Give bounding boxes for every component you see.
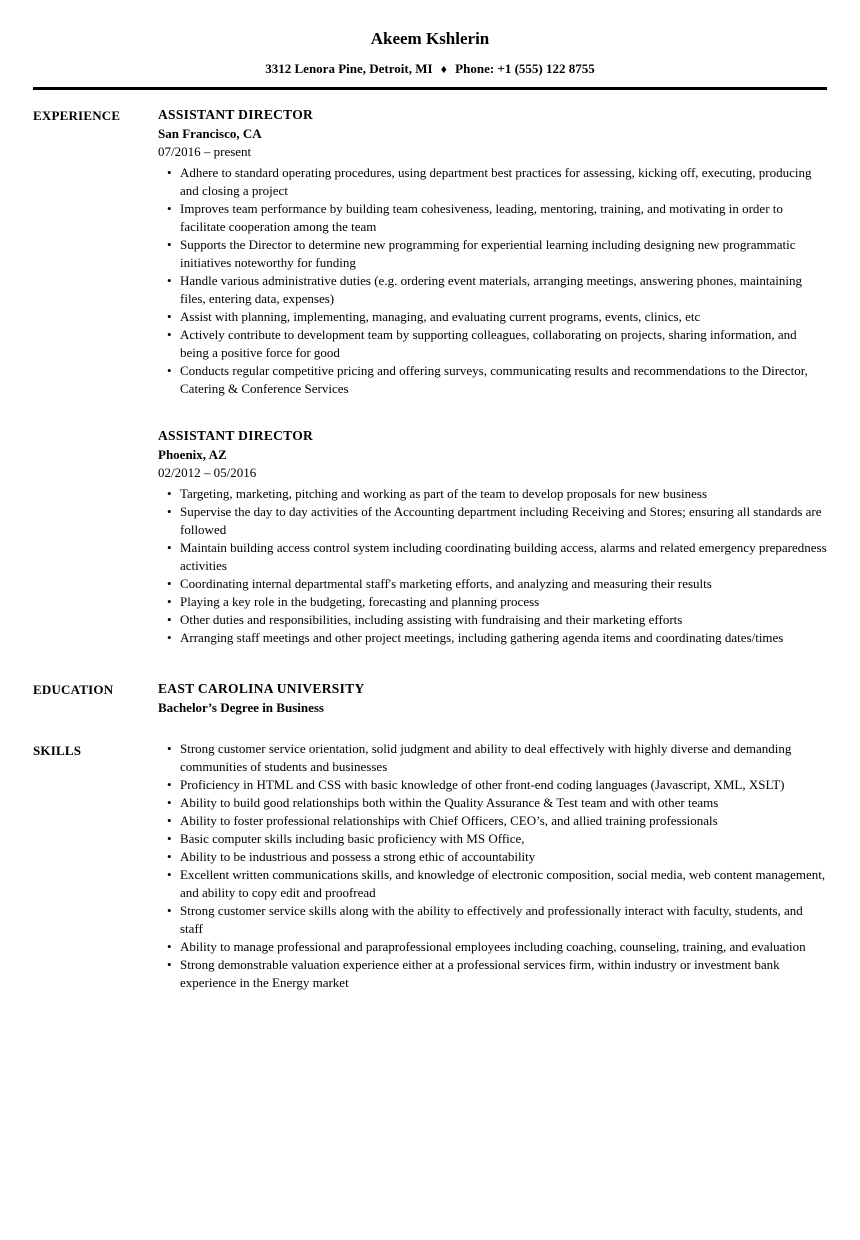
bullet-item: • Basic computer skills including basic proficiency with MS Office,	[167, 830, 827, 848]
bullet-item: • Supports the Director to determine new programming for experiential learning including designing new programmatic initiatives noteworthy for funding	[167, 236, 827, 272]
resume-header	[33, 28, 827, 90]
bullet-item: • Arranging staff meetings and other project meetings, including gathering agenda items and coordinating dates/times	[167, 629, 827, 647]
bullet-item: • Proficiency in HTML and CSS with basic knowledge of other front-end coding languages (Javascript, XML, XSLT)	[167, 776, 827, 794]
bullet-item: • Playing a key role in the budgeting, forecasting and planning process	[167, 593, 827, 611]
bullet-item: • Assist with planning, implementing, managing, and evaluating current programs, events, clinics, etc	[167, 308, 827, 326]
bullet-item: • Maintain building access control system including coordinating building access, alarms and related emergency preparedness activities	[167, 539, 827, 575]
job-title: ASSISTANT DIRECTOR	[158, 107, 314, 122]
bullet-item: • Handle various administrative duties (e.g. ordering event materials, arranging meetings, answering phones, maintaining files, entering data, expenses)	[167, 272, 827, 308]
contact-line	[33, 60, 827, 78]
job-entry-1	[158, 105, 827, 398]
bullet-item: • Other duties and responsibilities, including assisting with fundraising and their marketing efforts	[167, 611, 827, 629]
job-dates: 02/2012 – 05/2016	[158, 465, 257, 480]
experience-content	[158, 105, 827, 647]
bullet-item: • Supervise the day to day activities of the Accounting department including Receiving and Stores; ensuring all standards are followed	[167, 503, 827, 539]
bullet-item: • Strong customer service orientation, solid judgment and ability to deal effectively with highly diverse and demanding communities of students and businesses	[167, 740, 827, 776]
header-divider	[33, 87, 827, 90]
experience-label: EXPERIENCE	[33, 108, 121, 123]
degree-name: Bachelor’s Degree in Business	[158, 700, 324, 715]
job-title: ASSISTANT DIRECTOR	[158, 428, 314, 443]
job-entry-2	[158, 426, 827, 647]
skills-bullet-list	[158, 740, 827, 992]
section-education	[33, 679, 827, 717]
phone-text: Phone: +1 (555) 122 8755	[455, 61, 595, 76]
bullet-item: • Coordinating internal departmental staff's marketing efforts, and analyzing and measuring their results	[167, 575, 827, 593]
education-label: EDUCATION	[33, 682, 114, 697]
bullet-item: • Targeting, marketing, pitching and working as part of the team to develop proposals for new business	[167, 485, 827, 503]
bullet-item: • Actively contribute to development team by supporting colleagues, collaborating on projects, sharing information, and being a positive force for good	[167, 326, 827, 362]
diamond-icon: ♦	[440, 62, 447, 76]
job-location: San Francisco, CA	[158, 126, 262, 141]
job-location: Phoenix, AZ	[158, 447, 227, 462]
bullet-item: • Excellent written communications skills, and knowledge of electronic composition, social media, web content management, and ability to copy edit and proofread	[167, 866, 827, 902]
bullet-list	[158, 164, 827, 398]
person-name: Akeem Kshlerin	[370, 29, 490, 48]
education-content	[158, 679, 827, 717]
bullet-item: • Ability to foster professional relationships with Chief Officers, CEO’s, and allied training professionals	[167, 812, 827, 830]
bullet-item: • Conducts regular competitive pricing and offering surveys, communicating results and recommendations to the Director, Catering & Conference Services	[167, 362, 827, 398]
bullet-item: • Adhere to standard operating procedures, using department best practices for assessing, kicking off, executing, producing and closing a project	[167, 164, 827, 200]
school-name: EAST CAROLINA UNIVERSITY	[158, 681, 365, 696]
bullet-item: • Ability to build good relationships both within the Quality Assurance & Test team and with other teams	[167, 794, 827, 812]
bullet-item: • Ability to manage professional and paraprofessional employees including coaching, counseling, training, and evaluation	[167, 938, 827, 956]
section-experience	[33, 105, 827, 647]
bullet-list	[158, 485, 827, 647]
bullet-item: • Improves team performance by building team cohesiveness, leading, mentoring, training, and motivating in order to facilitate cooperation among the team	[167, 200, 827, 236]
bullet-item: • Strong demonstrable valuation experience either at a professional services firm, within industry or investment bank experience in the Energy market	[167, 956, 827, 992]
section-skills	[33, 740, 827, 992]
job-dates: 07/2016 – present	[158, 144, 252, 159]
address-text: 3312 Lenora Pine, Detroit, MI	[265, 61, 433, 76]
skills-content	[158, 740, 827, 992]
bullet-item: • Ability to be industrious and possess a strong ethic of accountability	[167, 848, 827, 866]
bullet-item: • Strong customer service skills along with the ability to effectively and professionally interact with faculty, students, and staff	[167, 902, 827, 938]
skills-label: SKILLS	[33, 743, 82, 758]
